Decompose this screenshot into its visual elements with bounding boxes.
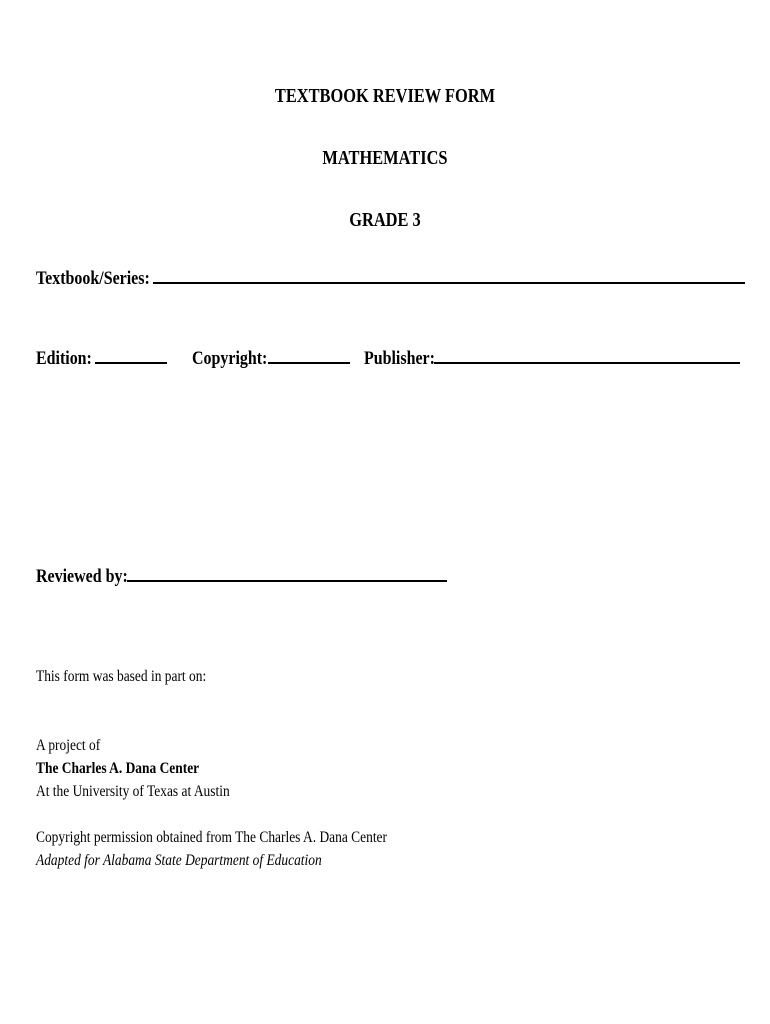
university-note: At the University of Texas at Austin xyxy=(36,783,230,800)
permission-note: Copyright permission obtained from The Charles A. Dana Center xyxy=(36,829,387,846)
grade-heading: GRADE 3 xyxy=(349,209,421,231)
adapted-note: Adapted for Alabama State Department of Education xyxy=(36,852,322,869)
copyright-row xyxy=(192,348,350,370)
reviewed-by-label: Reviewed by: xyxy=(36,566,128,587)
edition-field[interactable] xyxy=(95,348,167,364)
textbook-series-label: Textbook/Series: xyxy=(36,268,150,289)
textbook-series-field[interactable] xyxy=(153,268,745,284)
textbook-series-row xyxy=(36,268,745,290)
edition-label: Edition: xyxy=(36,348,92,369)
reviewed-by-row xyxy=(36,566,447,588)
copyright-label: Copyright: xyxy=(192,348,268,369)
project-of-note: A project of xyxy=(36,737,101,754)
dana-center-name: The Charles A. Dana Center xyxy=(36,760,200,777)
publisher-field[interactable] xyxy=(434,348,740,364)
reviewed-by-field[interactable] xyxy=(127,566,447,582)
edition-row xyxy=(36,348,167,370)
form-title: TEXTBOOK REVIEW FORM xyxy=(274,85,496,107)
based-on-note: This form was based in part on: xyxy=(36,668,207,685)
copyright-field[interactable] xyxy=(268,348,350,364)
subject-heading: MATHEMATICS xyxy=(322,147,448,169)
publisher-row xyxy=(364,348,740,370)
publisher-label: Publisher: xyxy=(364,348,435,369)
